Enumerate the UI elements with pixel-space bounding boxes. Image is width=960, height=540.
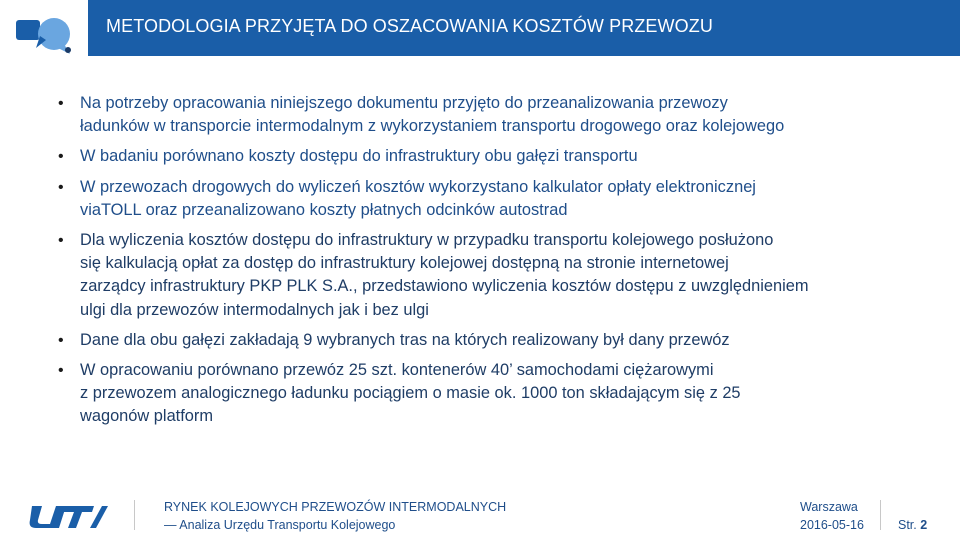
bullet-line: wagonów platform [80, 407, 214, 426]
utk-logo-icon [28, 498, 108, 534]
page-number-value: 2 [920, 518, 928, 532]
bullet-line: ładunków w transporcie intermodalnym z wykorzystaniem transportu drogowego oraz kolejowego [80, 117, 785, 136]
page-title: METODOLOGIA PRZYJĘTA DO OSZACOWANIA KOSZTÓW PRZEWOZU [106, 16, 713, 36]
bullet-item [56, 229, 936, 322]
page-number [898, 518, 927, 532]
footer-place: Warszawa [800, 500, 858, 514]
bullet-item [56, 176, 936, 222]
page-label: Str. [898, 518, 917, 532]
speech-bubbles-logo-icon [10, 6, 74, 62]
bullet-list [56, 92, 936, 436]
bullet-line: ulgi dla przewozów intermodalnych jak i bez ulgi [80, 300, 429, 319]
bullet-item [56, 92, 936, 138]
bullet-line: zarządcy infrastruktury PKP PLK S.A., przedstawiono wyliczenia kosztów dostępu z uwzględnieniem [80, 277, 809, 296]
bullet-line: • W przewozach drogowych do wyliczeń kosztów wykorzystano kalkulator opłaty elektronicznej [80, 177, 756, 196]
footer-report-title: RYNEK KOLEJOWYCH PRZEWOZÓW INTERMODALNYCH [164, 500, 507, 514]
footer-date: 2016-05-16 [800, 518, 864, 532]
bullet-line: • Dane dla obu gałęzi zakładają 9 wybranych tras na których realizowany był dany przewóz [80, 330, 730, 349]
footer-divider [880, 500, 881, 530]
bullet-line: viaTOLL oraz przeanalizowano koszty płatnych odcinków autostrad [80, 200, 568, 219]
bullet-line: • W badaniu porównano koszty dostępu do infrastruktury obu gałęzi transportu [80, 147, 638, 166]
bullet-line: z przewozem analogicznego ładunku pociągiem o masie ok. 1000 ton składającym się z 25 [80, 384, 741, 403]
footer-report-subtitle: — Analiza Urzędu Transportu Kolejowego [164, 518, 396, 532]
footer-divider [134, 500, 135, 530]
bullet-line: • Na potrzeby opracowania niniejszego dokumentu przyjęto do przeanalizowania przewozy [80, 94, 728, 112]
bullet-line: • Dla wyliczenia kosztów dostępu do infrastruktury w przypadku transportu kolejowego posłużono [80, 231, 774, 250]
bullet-item [56, 145, 936, 168]
bullet-line: • W opracowaniu porównano przewóz 25 szt. kontenerów 40’ samochodami ciężarowymi [80, 361, 714, 380]
bullet-item [56, 329, 936, 352]
bullet-item [56, 359, 936, 429]
bullet-line: się kalkulacją opłat za dostęp do infrastruktury kolejowej dostępną na stronie internetowej [80, 254, 729, 273]
